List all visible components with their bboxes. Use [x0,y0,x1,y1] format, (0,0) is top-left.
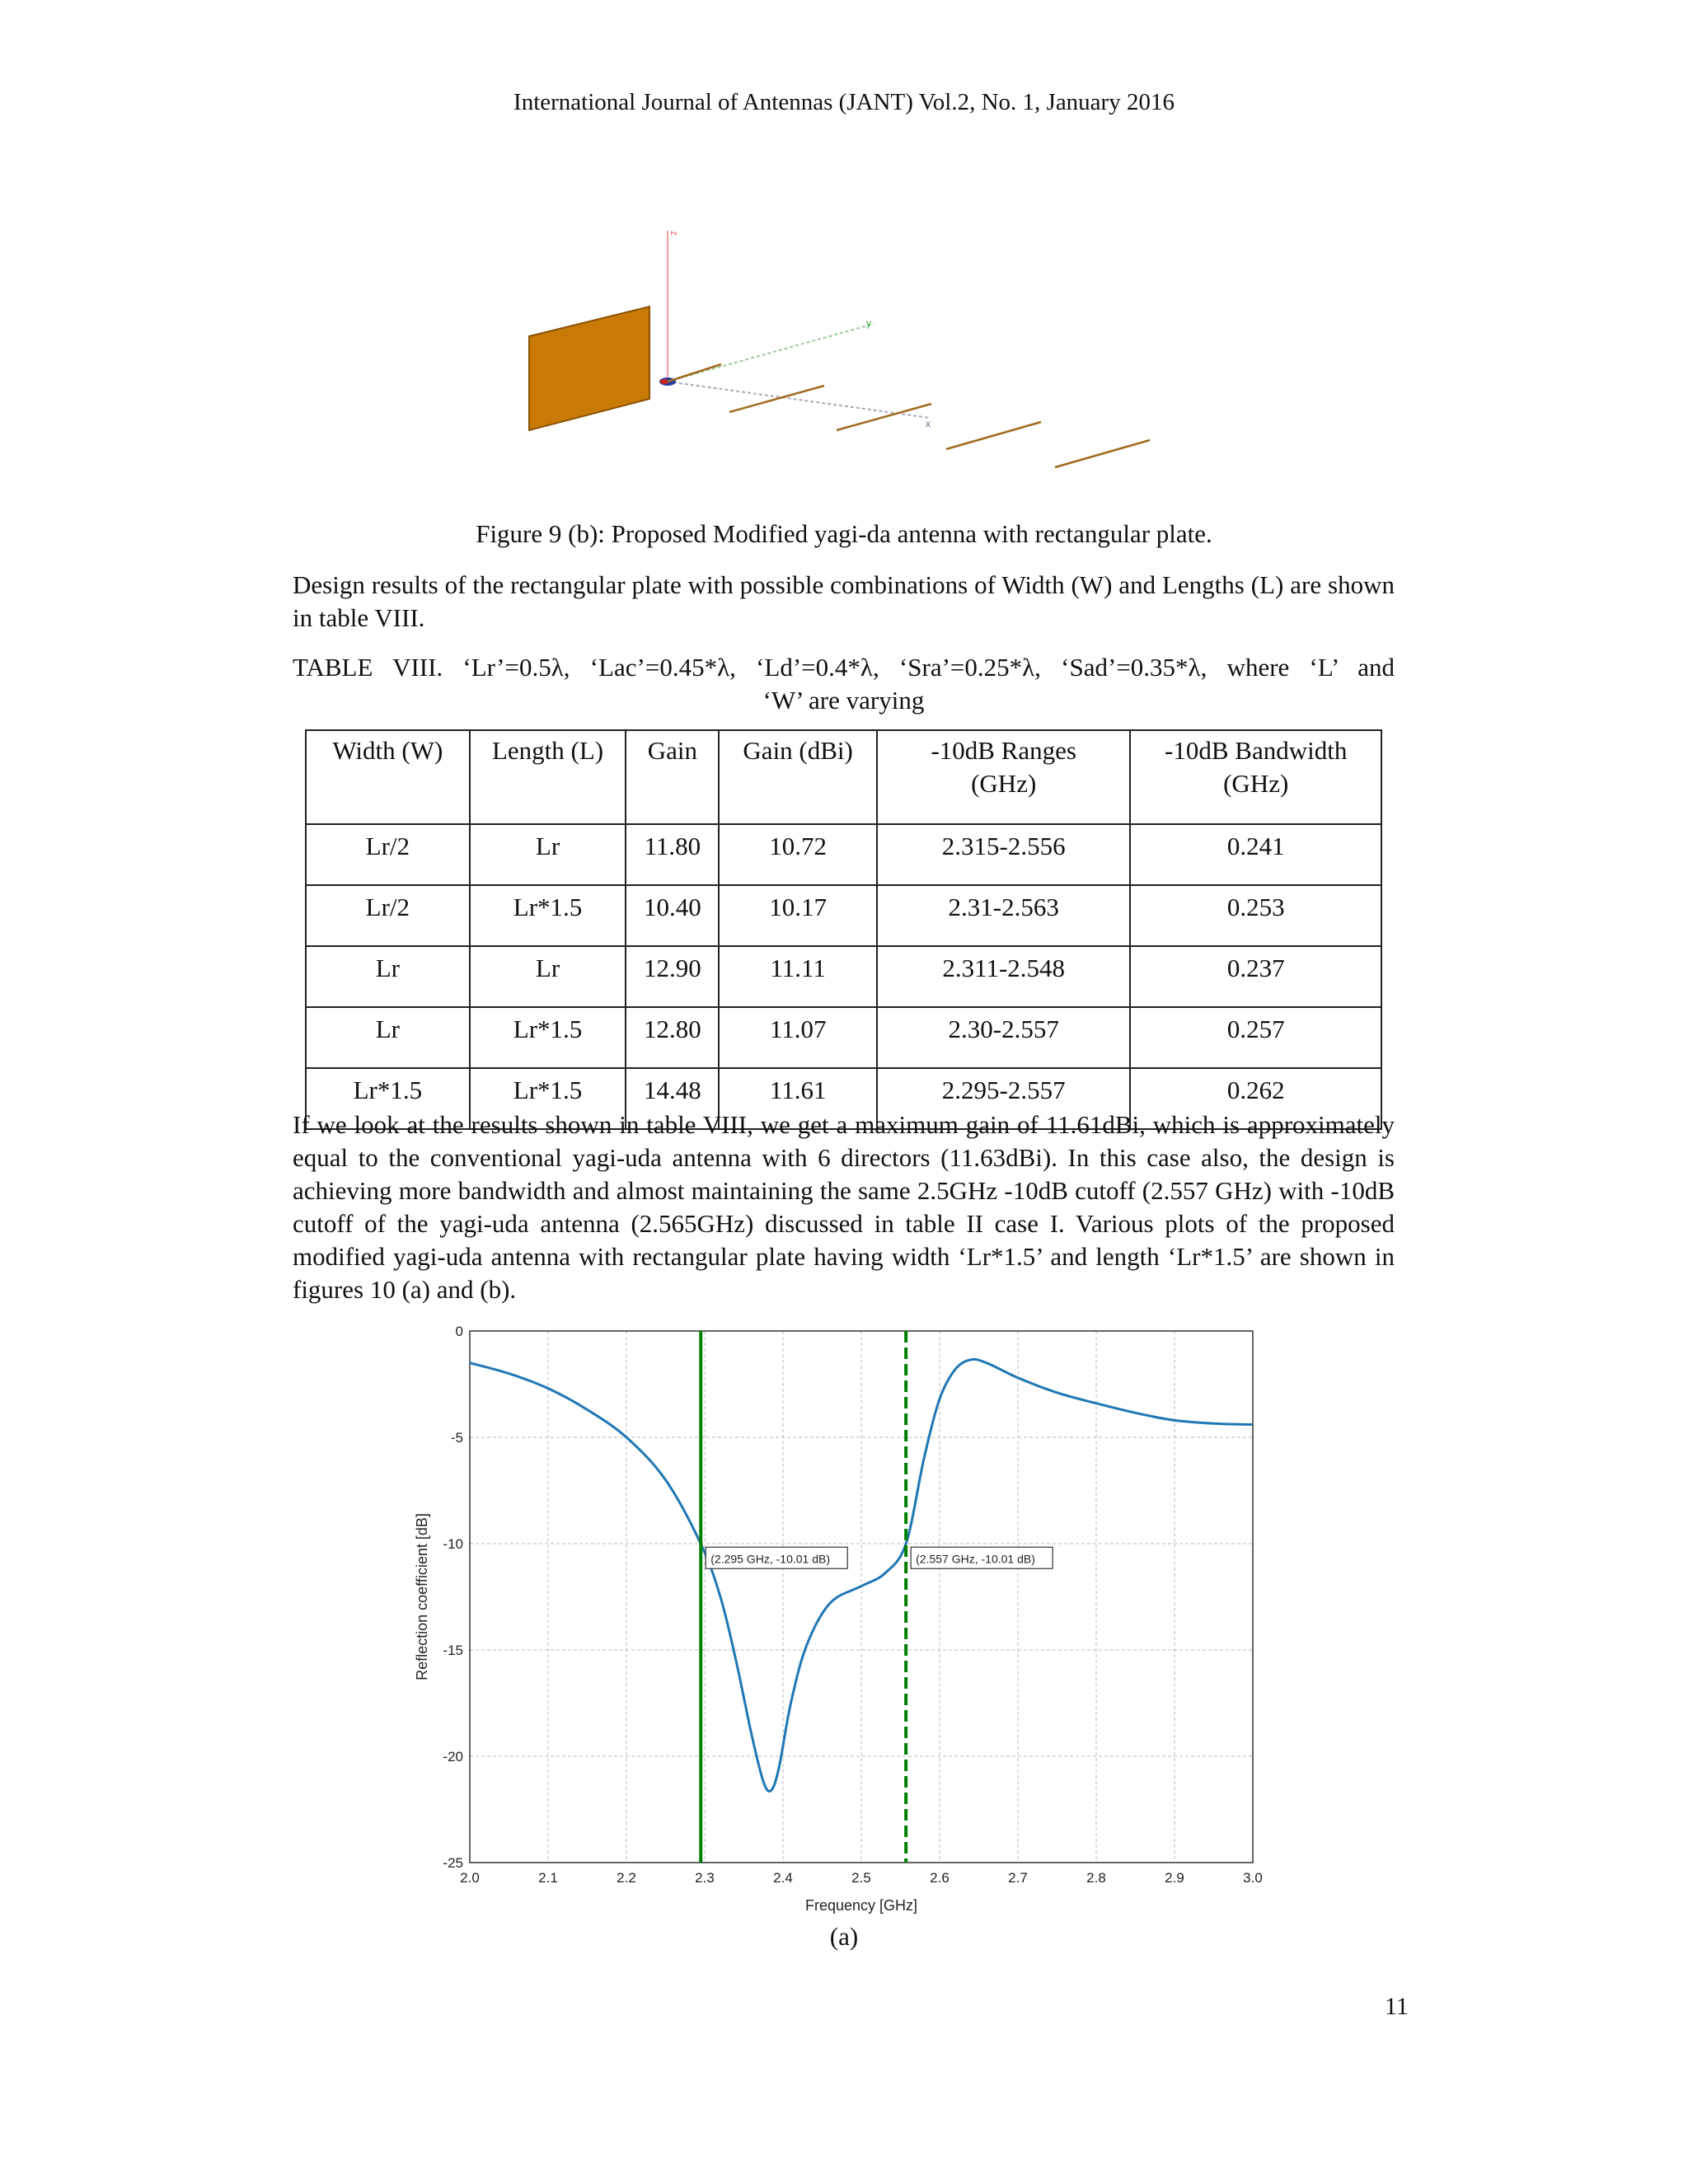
table-cell: 12.90 [626,946,719,1007]
director-4 [1055,440,1150,467]
table-cell: 10.40 [626,885,719,946]
y-axis [668,324,874,382]
z-axis-label: z [668,231,680,236]
table-row [306,824,1381,885]
table-cell: Lr [470,946,626,1007]
table-cell: 0.241 [1130,824,1381,885]
y-tick-label: -25 [443,1855,463,1871]
marker-label: (2.557 GHz, -10.01 dB) [916,1552,1035,1566]
table-cell: 11.80 [626,824,719,885]
rectangular-plate [529,307,649,430]
x-tick-label: 2.1 [538,1870,558,1886]
results-table [305,729,1382,1130]
paragraph-discussion: If we look at the results shown in table VIII, we get a maximum gain of 11.61dBi, which is approximately equal to the conventional yagi-uda antenna with 6 directors (11.63dBi). In this case also, the design is achieving more bandwidth and almost maintaining the same 2.5GHz -10dB cutoff (2.557 GHz) with -10dB cutoff of the yagi-uda antenna (2.565GHz) discussed in table II case I. Various plots of the proposed modified yagi-uda antenna with rectangular plate having width ‘Lr*1.5’ and length ‘Lr*1.5’ are shown in figures 10 (a) and (b). [293,1110,1395,1304]
table-cell: Lr [470,824,626,885]
table-cell: Lr [306,946,470,1007]
figure-9-caption: Figure 9 (b): Proposed Modified yagi-da antenna with rectangular plate. [476,519,1212,548]
table-row [306,1007,1381,1068]
table-cell: Lr*1.5 [470,1068,626,1129]
table-header-row [306,730,1381,824]
x-tick-label: 2.3 [695,1870,715,1886]
x-tick-label: 3.0 [1243,1870,1263,1886]
table-cell: Lr*1.5 [470,1007,626,1068]
y-tick-label: 0 [455,1324,463,1339]
table-caption-line-2: ‘W’ are varying [762,686,925,715]
table-cell: 10.72 [719,824,877,885]
table-header: Length (L) [470,730,626,824]
reflection-coefficient-chart [404,1315,1278,1916]
table-cell: 2.295-2.557 [877,1068,1130,1129]
table-cell: 2.311-2.548 [877,946,1130,1007]
y-axis-label: y [866,317,871,329]
table-cell: Lr/2 [306,824,470,885]
x-axis [668,382,930,418]
y-tick-label: -5 [450,1430,463,1446]
table-caption-line-1: TABLE VIII. ‘Lr’=0.5λ, ‘Lac’=0.45*λ, ‘Ld’=0.4*λ, ‘Sra’=0.25*λ, ‘Sad’=0.35*λ, where ‘L’ and [293,653,1395,682]
table-cell: 11.11 [719,946,877,1007]
table-cell: 0.253 [1130,885,1381,946]
x-axis-label: Frequency [GHz] [804,1897,918,1914]
table-cell: 14.48 [626,1068,719,1129]
table-header: Gain [626,730,719,824]
table-cell: Lr/2 [306,885,470,946]
table-cell: Lr*1.5 [306,1068,470,1129]
y-tick-label: -15 [443,1643,463,1658]
paragraph-design-results: Design results of the rectangular plate with possible combinations of Width (W) and Lengths (L) are shown in table VIII. [293,570,1395,632]
y-tick-label: -10 [443,1536,463,1552]
figure-10a-label: (a) [829,1922,859,1951]
table-cell: 2.31-2.563 [877,885,1130,946]
x-tick-label: 2.5 [851,1870,871,1886]
journal-header: International Journal of Antennas (JANT) Vol.2, No. 1, January 2016 [513,89,1175,115]
table-cell: 2.30-2.557 [877,1007,1130,1068]
x-tick-label: 2.2 [617,1870,636,1886]
table-cell: 12.80 [626,1007,719,1068]
table-cell: 0.262 [1130,1068,1381,1129]
x-tick-label: 2.8 [1086,1870,1106,1886]
director-2 [837,404,931,430]
x-tick-label: 2.6 [930,1870,950,1886]
table-caption [293,651,1395,717]
table-header: Width (W) [306,730,470,824]
table-header: -10dB Ranges (GHz) [877,730,1130,824]
table-cell: 2.315-2.556 [877,824,1130,885]
x-tick-label: 2.4 [773,1870,793,1886]
y-axis-label: Reflection coefficient [dB] [414,1513,430,1680]
table-cell: Lr*1.5 [470,885,626,946]
table-cell: 0.257 [1130,1007,1381,1068]
director-1 [729,386,824,412]
x-tick-label: 2.7 [1008,1870,1028,1886]
x-axis-label: x [926,418,931,429]
table-cell: Lr [306,1007,470,1068]
active-element [668,364,721,382]
table-cell: 10.17 [719,885,877,946]
table-cell: 11.07 [719,1007,877,1068]
table-cell: 11.61 [719,1068,877,1129]
table-header: -10dB Bandwidth (GHz) [1130,730,1381,824]
director-3 [946,422,1041,449]
y-tick-label: -20 [443,1749,463,1765]
marker-label: (2.295 GHz, -10.01 dB) [710,1552,830,1566]
table-cell: 0.237 [1130,946,1381,1007]
antenna-3d-figure [511,214,1170,478]
table-row [306,946,1381,1007]
table-header: Gain (dBi) [719,730,877,824]
table-row [306,885,1381,946]
x-tick-label: 2.9 [1165,1870,1184,1886]
page-number: 11 [1385,1993,1409,2020]
x-tick-label: 2.0 [460,1870,480,1886]
